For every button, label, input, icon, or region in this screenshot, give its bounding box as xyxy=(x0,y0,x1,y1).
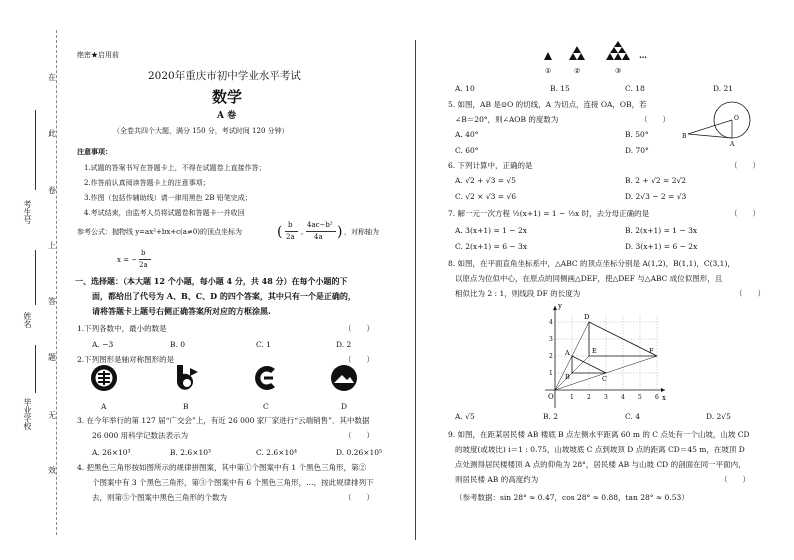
q4-option-c: C. 18 xyxy=(625,84,645,93)
axis-label-x: x xyxy=(662,394,666,402)
pattern-label: ③ xyxy=(615,67,622,75)
margin-char: 题 xyxy=(48,353,56,362)
candidate-number-line xyxy=(35,110,36,190)
exam-note: （全卷共四个大题，满分 150 分，考试时间 120 分钟） xyxy=(113,127,289,135)
frac-den: 2a xyxy=(286,233,295,241)
triangle-mark xyxy=(544,52,552,60)
q7-option-c: C. 2(x+1) = 6 − 3x xyxy=(455,242,528,251)
tick-label: 4 xyxy=(621,394,625,401)
tick-label: 1 xyxy=(549,370,553,377)
pattern-label: ① xyxy=(545,67,552,75)
q5-circle-figure xyxy=(680,98,760,148)
q9-stem-4: 则居民楼 AB 的高度约为 xyxy=(455,475,539,484)
column-divider xyxy=(415,40,416,540)
q7-option-d: D. 3(x+1) = 6 − 2x xyxy=(625,242,698,251)
q7-answer-bracket: （ ） xyxy=(730,209,760,218)
q8-option-c: C. 4 xyxy=(625,412,641,421)
q2-option-b: B xyxy=(183,402,189,411)
tick-label: 2 xyxy=(549,353,553,360)
margin-char: 效 xyxy=(48,466,56,475)
q1-option-b: B. 0 xyxy=(170,340,186,349)
margin-char: 上 xyxy=(48,241,56,250)
q8-option-b: B. 2 xyxy=(543,412,559,421)
axis-label-y: y xyxy=(558,302,562,310)
q7-stem: 7. 解一元一次方程 ½(x+1) = 1 − ⅓x 时，去分母正确的是 xyxy=(448,209,650,218)
q4-triangle-patterns xyxy=(535,40,665,82)
q4-answer-bracket: （ ） xyxy=(344,493,374,502)
frac-num: 4ac−b² xyxy=(307,221,333,229)
triangle-mark xyxy=(573,46,581,53)
frac-den: 2a xyxy=(139,261,148,269)
margin-char: 在 xyxy=(48,73,56,82)
triangle-mark xyxy=(618,47,626,53)
frac-den: 4a xyxy=(314,233,323,241)
section1-line: 面，都给出了代号为 A、B、C、D 的四个答案，其中只有一个是正确的， xyxy=(92,291,356,301)
tick-label: 3 xyxy=(604,394,608,401)
q6-option-a: A. √2 + √3 = √5 xyxy=(455,176,516,185)
triangle-mark xyxy=(622,53,630,60)
name-label: 姓名 xyxy=(23,312,32,328)
point-label: A xyxy=(730,141,735,148)
q1-option-c: C. 1 xyxy=(256,340,272,349)
exam-title: 2020年重庆市初中学业水平考试 xyxy=(148,70,301,82)
q8-option-a: A. √5 xyxy=(455,412,475,421)
formula-paren-right: ) xyxy=(337,224,343,240)
axis-eq: x = − xyxy=(117,256,138,264)
q4-option-b: B. 15 xyxy=(550,84,570,93)
q4-option-d: D. 21 xyxy=(713,84,734,93)
tick-label: 5 xyxy=(638,394,642,401)
margin-char: 答 xyxy=(48,297,56,306)
notes-heading: 注意事项： xyxy=(77,147,112,156)
formula-text: 参考公式：抛物线 y=ax²+bx+c(a≠0)的顶点坐标为 xyxy=(77,228,243,236)
logo-c-icon xyxy=(255,366,275,390)
margin-char: 无 xyxy=(48,411,56,420)
triangle-mark xyxy=(577,53,585,60)
candidate-number-label: 考生号 xyxy=(23,200,32,224)
q8-stem: 8. 如图，在平面直角坐标系中，△ABC 的顶点坐标分别是 A(1,2)，B(1,1)，C(3,1)， xyxy=(448,259,735,268)
q5-option-d: D. 70° xyxy=(625,146,649,155)
q3-stem: 3. 在今年举行的第 127 届“广交会”上，有近 26 000 家厂家进行“云端销售”．其中数据 xyxy=(77,416,370,425)
q5-option-b: B. 50° xyxy=(625,130,649,139)
q2-figures xyxy=(80,362,380,402)
section1-line: 请将答题卡上题号右侧正确答案所对应的方框涂黑. xyxy=(92,306,271,316)
q4-stem-3: 去，则第⑤个图案中黑色三角形的个数为 xyxy=(92,493,227,502)
pattern-label: ② xyxy=(574,67,581,75)
q9-reference-data: （参考数据：sin 28° ≈ 0.47，cos 28° ≈ 0.88，tan 28° ≈ 0.53） xyxy=(455,493,689,502)
q5-option-c: C. 60° xyxy=(455,146,479,155)
q7-option-a: A. 3(x+1) = 1 − 2x xyxy=(455,226,527,235)
q6-option-c: C. √2 × √3 = √6 xyxy=(455,192,516,201)
q1-answer-bracket: （ ） xyxy=(344,324,374,333)
point-label: B xyxy=(682,133,687,140)
school-label: 毕业学校 xyxy=(23,398,32,430)
tick-label: 6 xyxy=(655,394,659,401)
q6-answer-bracket: （ ） xyxy=(730,161,760,170)
q5-answer-bracket: （ ） xyxy=(640,115,670,124)
note-item: 3.作图（包括作辅助线）请一律用黑色 2B 铅笔完成； xyxy=(84,194,252,202)
frac-bar xyxy=(306,231,336,232)
pattern-ellipsis: … xyxy=(639,50,647,60)
name-line xyxy=(35,250,36,305)
note-item: 1.试题的答案书写在答题卡上，不得在试题卷上直接作答； xyxy=(84,164,266,172)
q6-stem: 6. 下列计算中，正确的是 xyxy=(448,161,533,170)
frac-num: b xyxy=(288,221,293,229)
q2-answer-bracket: （ ） xyxy=(344,355,374,364)
q8-option-d: D. 2√5 xyxy=(706,412,731,421)
point-label: F xyxy=(649,347,654,355)
q3-option-d: D. 0.26×10⁵ xyxy=(336,448,383,457)
q6-option-b: B. 2 + √2 = 2√2 xyxy=(625,176,687,185)
q9-stem: 9. 如图，在距某居民楼 AB 楼底 B 点左侧水平距离 60 m 的 C 点处有一个山坡，山坡 CD xyxy=(448,430,750,439)
triangle-mark xyxy=(610,47,618,53)
formula-text: ，对称轴为 xyxy=(344,228,379,236)
q1-option-a: A. −3 xyxy=(92,340,114,349)
margin-char: 卷 xyxy=(48,186,56,195)
tick-label: 3 xyxy=(549,336,553,343)
point-label: A xyxy=(565,349,570,357)
q3-option-a: A. 26×10³ xyxy=(92,448,131,457)
q5-option-a: A. 40° xyxy=(455,130,479,139)
school-line xyxy=(35,345,36,393)
q6-option-d: D. 2√3 − 2 = √3 xyxy=(625,192,687,201)
q5-stem-2: ∠B＝20°，则∠AOB 的度数为 xyxy=(455,115,559,124)
q9-stem-2: 的坡度(或坡比) i＝1 : 0.75，山坡坡底 C 点到坡顶 D 点的距离 CD＝45 m，在坡顶 D xyxy=(455,445,745,454)
tick-label: 4 xyxy=(549,319,553,326)
q9-stem-3: 点处测得居民楼楼顶 A 点的仰角为 28°，居民楼 AB 与山坡 CD 的剖面在同一平面内， xyxy=(455,460,746,469)
triangle-mark xyxy=(614,53,622,60)
triangle-mark xyxy=(614,41,622,47)
q3-stem-2: 26 000 用科学记数法表示为 xyxy=(92,431,189,440)
triangle-mark xyxy=(606,53,614,60)
point-label: C xyxy=(602,375,607,383)
q3-answer-bracket: （ ） xyxy=(344,431,374,440)
frac-bar xyxy=(139,259,151,260)
q8-stem-2: 以原点为位似中心，在原点的同侧画△DEF，使△DEF 与△ABC 成位似图形，且 xyxy=(455,274,723,283)
logo-b-icon xyxy=(177,365,198,390)
q8-coordinate-figure xyxy=(535,300,670,412)
point-label: D xyxy=(584,313,590,321)
logo-a-icon xyxy=(91,365,117,391)
q2-option-d: D xyxy=(341,402,348,411)
frac-bar xyxy=(285,231,298,232)
point-label: B xyxy=(565,373,570,381)
secret-mark: 绝密★启用前 xyxy=(77,51,119,59)
margin-char: 此 xyxy=(48,129,56,138)
tick-label: 2 xyxy=(587,394,591,401)
q3-option-b: B. 2.6×10³ xyxy=(170,448,212,457)
note-item: 4.考试结束，由监考人员将试题卷和答题卡一并收回 xyxy=(84,209,245,217)
q2-option-a: A xyxy=(101,402,107,411)
q2-option-c: C xyxy=(263,402,269,411)
subject-title: 数学 xyxy=(212,88,243,106)
note-item: 2.作答前认真阅读答题卡上的注意事项； xyxy=(84,179,210,187)
dashed-cut-line xyxy=(56,30,57,535)
q4-option-a: A. 10 xyxy=(455,84,475,93)
q7-option-b: B. 2(x+1) = 1 − 3x xyxy=(625,226,698,235)
q5-stem: 5. 如图，AB 是⊙O 的切线，A 为切点，连接 OA，OB，若 xyxy=(448,100,647,109)
q4-stem: 4. 把黑色三角形按如图所示的规律拼图案，其中第①个图案中有 1 个黑色三角形，第② xyxy=(77,463,367,472)
triangle-mark xyxy=(569,53,577,60)
comma: , xyxy=(301,228,304,236)
point-label: O xyxy=(734,115,739,122)
q3-option-c: C. 2.6×10⁴ xyxy=(256,448,298,457)
q4-stem-2: 个图案中有 3 个黑色三角形，第③个图案中有 6 个黑色三角形，…，按此规律排列下 xyxy=(92,478,374,487)
q1-stem: 1.下列各数中，最小的数是 xyxy=(77,324,167,333)
frac-num: b xyxy=(141,249,146,257)
q8-stem-3: 相似比为 2 : 1，则线段 DF 的长度为 xyxy=(455,289,581,298)
point-label: E xyxy=(592,347,597,355)
q8-answer-bracket: （ ） xyxy=(735,289,765,298)
tick-label: 1 xyxy=(570,394,574,401)
q2-stem: 2.下列图形是轴对称图形的是 xyxy=(77,355,175,364)
formula-paren-left: ( xyxy=(277,224,283,240)
q9-answer-bracket: （ ） xyxy=(720,475,750,484)
origin-label: O xyxy=(548,393,554,401)
q1-option-d: D. 2 xyxy=(336,340,352,349)
section1-heading: 一、选择题：（本大题 12 个小题，每小题 4 分，共 48 分）在每个小题的下 xyxy=(75,276,348,286)
logo-d-icon xyxy=(331,365,357,391)
volume-title: A 卷 xyxy=(217,111,237,121)
